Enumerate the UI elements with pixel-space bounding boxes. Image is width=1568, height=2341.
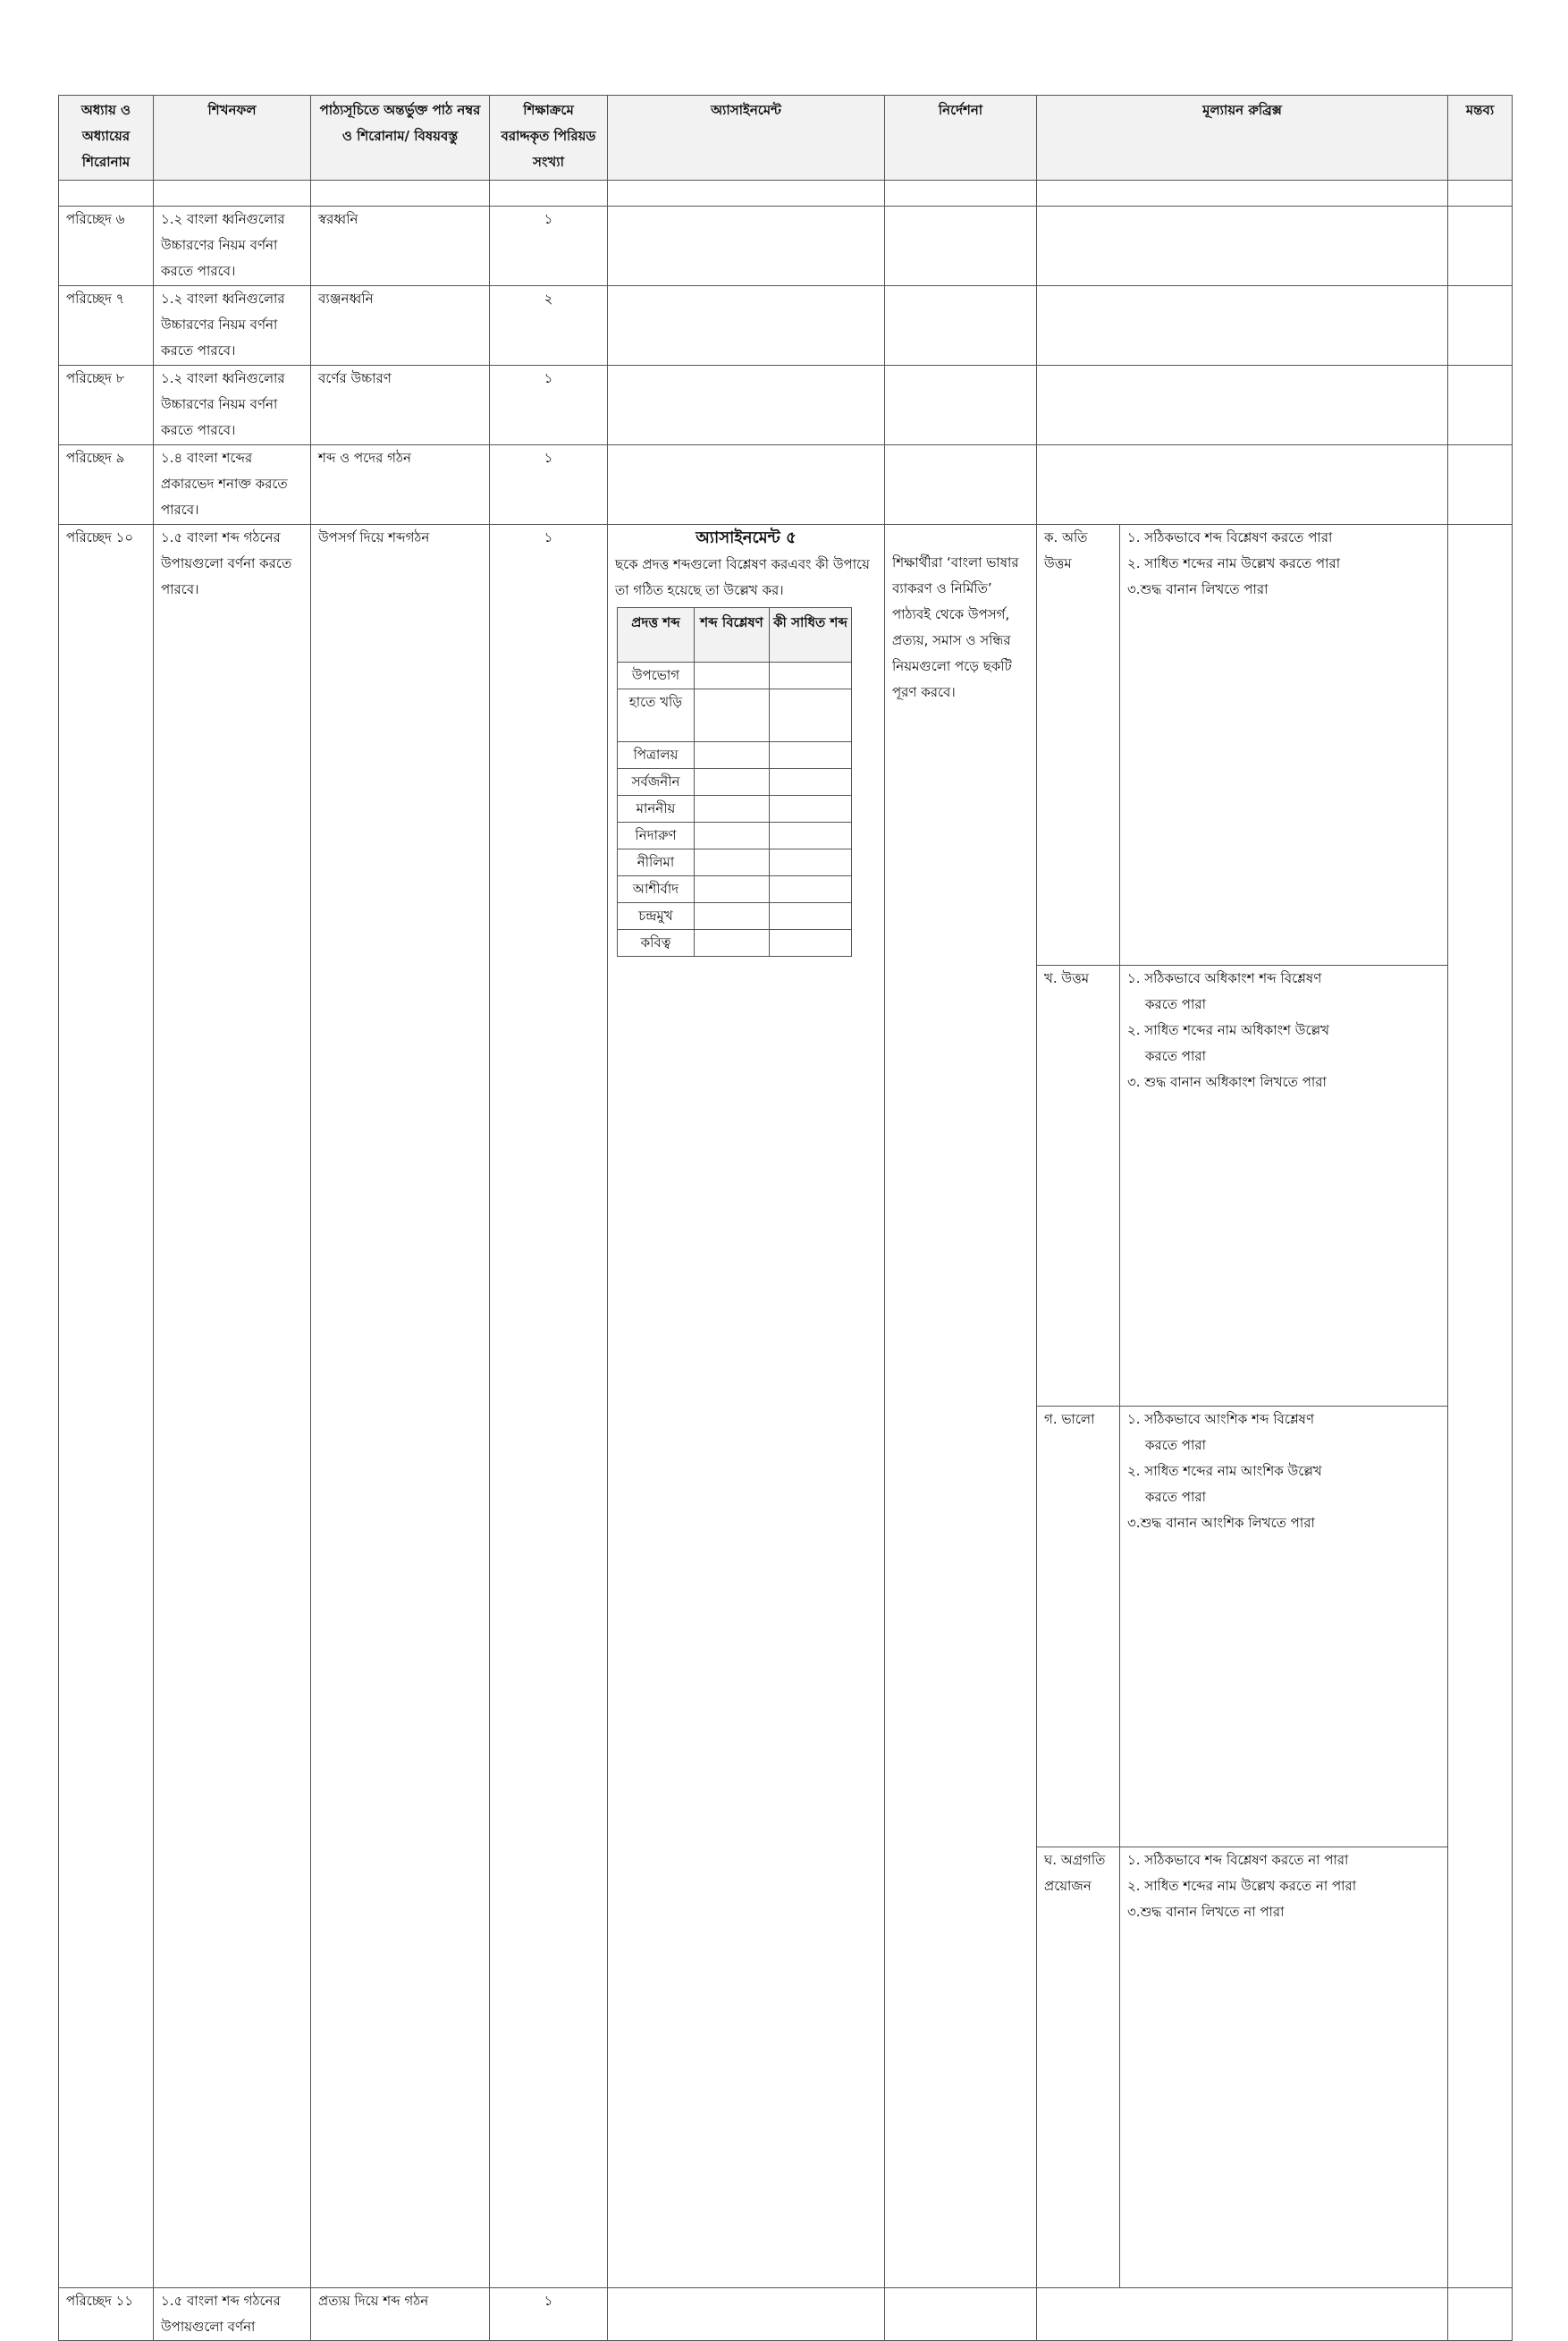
rubric-item: ৩.শুদ্ধ বানান আংশিক লিখতে পারা: [1127, 1515, 1315, 1531]
assignment-instruction: ছকে প্রদত্ত শব্দগুলো বিশ্লেষণ করএবং কী উপায়ে তা গঠিত হয়েছে তা উল্লেখ কর।: [615, 556, 870, 598]
derived-blank[interactable]: [770, 769, 852, 796]
outcome-cell: ১.২ বাংলা ধ্বনিগুলোর উচ্চারণের নিয়ম বর্ণনা করতে পারবে।: [154, 366, 311, 445]
derived-blank[interactable]: [770, 930, 852, 957]
analysis-blank[interactable]: [695, 796, 770, 823]
table-row: [59, 207, 1513, 286]
word-row: [618, 796, 852, 823]
periods-cell: ১: [490, 2288, 608, 2341]
rubric-item-cont: করতে পারা: [1145, 996, 1206, 1012]
word-row: [618, 689, 852, 742]
chapter-cell: পরিচ্ছেদ ১০: [59, 525, 154, 2288]
table-row: [59, 286, 1513, 366]
lesson-cell: প্রত্যয় দিয়ে শব্দ গঠন: [311, 2288, 490, 2341]
lesson-cell: শব্দ ও পদের গঠন: [311, 445, 490, 525]
table-row-assignment: [59, 525, 1513, 2288]
header-periods: শিক্ষাক্রমে বরাদ্দকৃত পিরিয়ড সংখ্যা: [490, 96, 608, 181]
chapter-cell: পরিচ্ছেদ ৭: [59, 286, 154, 366]
given-word: পিত্রালয়: [618, 742, 695, 769]
rubric-criteria: [1120, 1407, 1448, 1847]
rubric-row: [1037, 525, 1447, 966]
given-word: নিদারুণ: [618, 823, 695, 849]
lesson-plan-sheet: [58, 95, 1512, 2341]
analysis-blank[interactable]: [695, 903, 770, 930]
rubric-row: [1037, 1847, 1447, 2288]
lesson-plan-table: [58, 95, 1513, 2341]
lesson-cell: স্বরধ্বনি: [311, 207, 490, 286]
rubric-table: [1037, 525, 1447, 2287]
word-row: [618, 930, 852, 957]
rubric-level: ক. অতি উত্তম: [1037, 525, 1120, 966]
header-row: [59, 96, 1513, 181]
rubric-row: [1037, 966, 1447, 1407]
given-word: সর্বজনীন: [618, 769, 695, 796]
rubric-level: ঘ. অগ্রগতি প্রয়োজন: [1037, 1847, 1120, 2288]
periods-cell: ১: [490, 445, 608, 525]
assignment-cell: [608, 525, 885, 2288]
header-outcome: শিখনফল: [154, 96, 311, 181]
derived-blank[interactable]: [770, 823, 852, 849]
rubric-item: ৩.শুদ্ধ বানান লিখতে পারা: [1127, 581, 1269, 597]
word-row: [618, 849, 852, 876]
analysis-blank[interactable]: [695, 663, 770, 689]
chapter-cell: পরিচ্ছেদ ১১: [59, 2288, 154, 2341]
table-row: [59, 366, 1513, 445]
guideline-cell: [885, 525, 1037, 2288]
periods-cell: ১: [490, 525, 608, 2288]
chapter-cell: পরিচ্ছেদ ৬: [59, 207, 154, 286]
derived-blank[interactable]: [770, 689, 852, 742]
word-table-header: শব্দ বিশ্লেষণ: [695, 608, 770, 663]
rubric-item: ৩.শুদ্ধ বানান লিখতে না পারা: [1127, 1904, 1285, 1920]
header-guideline: নির্দেশনা: [885, 96, 1037, 181]
derived-blank[interactable]: [770, 876, 852, 903]
analysis-blank[interactable]: [695, 823, 770, 849]
analysis-blank[interactable]: [695, 689, 770, 742]
outcome-cell: ১.৫ বাংলা শব্দ গঠনের উপায়গুলো বর্ণনা: [154, 2288, 311, 2341]
given-word: আশীর্বাদ: [618, 876, 695, 903]
outcome-cell: ১.২ বাংলা ধ্বনিগুলোর উচ্চারণের নিয়ম বর্ণনা করতে পারবে।: [154, 286, 311, 366]
rubric-item: ২. সাধিত শব্দের নাম উল্লেখ করতে না পারা: [1127, 1878, 1357, 1894]
given-word: কবিত্ব: [618, 930, 695, 957]
analysis-blank[interactable]: [695, 742, 770, 769]
word-table-header: কী সাধিত শব্দ: [770, 608, 852, 663]
lesson-cell: বর্ণের উচ্চারণ: [311, 366, 490, 445]
header-chapter: অধ্যায় ও অধ্যায়ের শিরোনাম: [59, 96, 154, 181]
remarks-cell: [1448, 525, 1513, 2288]
outcome-cell: ১.৪ বাংলা শব্দের প্রকারভেদ শনাক্ত করতে পারবে।: [154, 445, 311, 525]
rubric-item-cont: করতে পারা: [1145, 1048, 1206, 1064]
table-row: [59, 2288, 1513, 2341]
rubric-item: ২. সাধিত শব্দের নাম অধিকাংশ উল্লেখ: [1127, 1022, 1329, 1038]
outcome-cell: ১.৫ বাংলা শব্দ গঠনের উপায়গুলো বর্ণনা করতে পারবে।: [154, 525, 311, 2288]
header-assignment: অ্যাসাইনমেন্ট: [608, 96, 885, 181]
derived-blank[interactable]: [770, 742, 852, 769]
word-row: [618, 823, 852, 849]
lesson-cell: উপসর্গ দিয়ে শব্দগঠন: [311, 525, 490, 2288]
guideline-text: শিক্ষার্থীরা ‘বাংলা ভাষার ব্যাকরণ ও নির্মিতি’ পাঠ্যবই থেকে উপসর্গ, প্রত্যয়, সমাস ও সন্ধির নিয়মগুলো পড়ে ছকটি পূরণ করবে।: [892, 554, 1019, 700]
rubric-item: ১. সঠিকভাবে শব্দ বিশ্লেষণ করতে না পারা: [1127, 1852, 1349, 1868]
table-row: [59, 445, 1513, 525]
rubric-criteria: [1120, 1847, 1448, 2288]
header-rubric: মূল্যায়ন রুব্রিক্স: [1037, 96, 1448, 181]
rubric-level: খ. উত্তম: [1037, 966, 1120, 1407]
assignment-title: অ্যাসাইনমেন্ট ৫: [695, 528, 797, 547]
lesson-cell: ব্যঞ্জনধ্বনি: [311, 286, 490, 366]
analysis-blank[interactable]: [695, 930, 770, 957]
rubric-item: ১. সঠিকভাবে অধিকাংশ শব্দ বিশ্লেষণ: [1127, 970, 1322, 986]
rubric-item: ৩. শুদ্ধ বানান অধিকাংশ লিখতে পারা: [1127, 1074, 1327, 1090]
rubric-item: ২. সাধিত শব্দের নাম আংশিক উল্লেখ: [1127, 1463, 1322, 1479]
word-analysis-table: [617, 607, 852, 957]
rubric-row: [1037, 1407, 1447, 1847]
word-row: [618, 742, 852, 769]
given-word: নীলিমা: [618, 849, 695, 876]
rubric-item: ১. সঠিকভাবে শব্দ বিশ্লেষণ করতে পারা: [1127, 529, 1333, 545]
chapter-cell: পরিচ্ছেদ ৮: [59, 366, 154, 445]
derived-blank[interactable]: [770, 849, 852, 876]
word-table-header: প্রদত্ত শব্দ: [618, 608, 695, 663]
periods-cell: ১: [490, 207, 608, 286]
periods-cell: ১: [490, 366, 608, 445]
rubric-item: ২. সাধিত শব্দের নাম উল্লেখ করতে পারা: [1127, 555, 1341, 571]
derived-blank[interactable]: [770, 796, 852, 823]
rubric-cell: [1037, 525, 1448, 2288]
derived-blank[interactable]: [770, 903, 852, 930]
given-word: উপভোগ: [618, 663, 695, 689]
word-row: [618, 663, 852, 689]
given-word: চন্দ্রমুখ: [618, 903, 695, 930]
rubric-criteria: [1120, 966, 1448, 1407]
empty-row: [59, 181, 1513, 207]
analysis-blank[interactable]: [695, 769, 770, 796]
header-remarks: মন্তব্য: [1448, 96, 1513, 181]
rubric-item: ১. সঠিকভাবে আংশিক শব্দ বিশ্লেষণ: [1127, 1411, 1315, 1427]
analysis-blank[interactable]: [695, 849, 770, 876]
chapter-cell: পরিচ্ছেদ ৯: [59, 445, 154, 525]
given-word: হাতে খড়ি: [618, 689, 695, 742]
rubric-criteria: [1120, 525, 1448, 966]
derived-blank[interactable]: [770, 663, 852, 689]
outcome-cell: ১.২ বাংলা ধ্বনিগুলোর উচ্চারণের নিয়ম বর্ণনা করতে পারবে।: [154, 207, 311, 286]
rubric-level: গ. ভালো: [1037, 1407, 1120, 1847]
rubric-item-cont: করতে পারা: [1145, 1489, 1206, 1505]
word-row: [618, 903, 852, 930]
rubric-item-cont: করতে পারা: [1145, 1437, 1206, 1453]
given-word: মাননীয়: [618, 796, 695, 823]
word-row: [618, 769, 852, 796]
word-row: [618, 876, 852, 903]
analysis-blank[interactable]: [695, 876, 770, 903]
header-lesson: পাঠ্যসূচিতে অন্তর্ভুক্ত পাঠ নম্বর ও শিরোনাম/ বিষয়বস্তু: [311, 96, 490, 181]
periods-cell: ২: [490, 286, 608, 366]
